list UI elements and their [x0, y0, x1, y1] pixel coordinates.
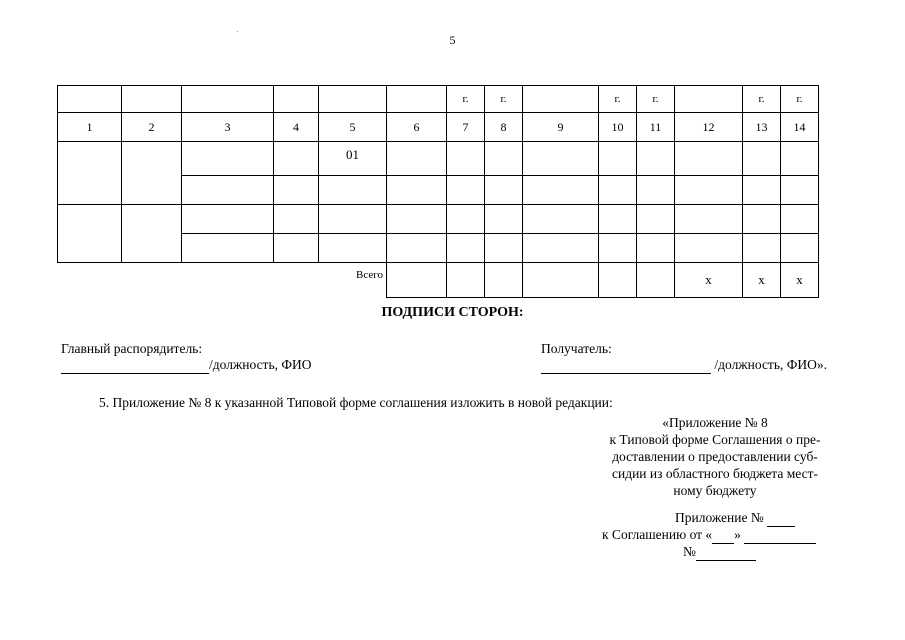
body-cell: [781, 205, 819, 234]
body-cell: [637, 234, 675, 263]
right-signature-line: [541, 357, 827, 374]
header-cell: [274, 86, 319, 113]
annex-line: доставлении о предоставлении суб-: [612, 449, 818, 464]
body-cell: [781, 142, 819, 176]
agreement-from-label: к Соглашению от «: [602, 527, 713, 542]
body-cell: [319, 205, 387, 234]
year-cell: г.: [485, 86, 523, 113]
body-cell: [675, 176, 743, 205]
column-number: 8: [485, 113, 523, 142]
body-cell: [523, 142, 599, 176]
body-cell: [58, 205, 122, 263]
body-cell: [743, 176, 781, 205]
annex-line: ному бюджету: [673, 483, 757, 498]
signatures-title: ПОДПИСИ СТОРОН:: [381, 305, 524, 320]
column-number: 7: [447, 113, 485, 142]
body-cell: [637, 176, 675, 205]
column-number: 14: [781, 113, 819, 142]
header-cell: [523, 86, 599, 113]
body-cell: [743, 142, 781, 176]
appendix-number-line: [675, 510, 795, 527]
column-number: 3: [182, 113, 274, 142]
body-cell: [182, 142, 274, 176]
left-party-label: Главный распорядитель:: [61, 341, 203, 356]
body-cell: [274, 176, 319, 205]
left-signature-line: [61, 357, 312, 374]
body-cell: [485, 176, 523, 205]
right-party-label: Получатель:: [541, 341, 612, 356]
body-cell: [637, 205, 675, 234]
year-cell: г.: [637, 86, 675, 113]
agreement-date-line: [602, 527, 816, 544]
total-cell: [523, 263, 599, 298]
appendix-number-label: Приложение №: [675, 510, 764, 525]
total-label: Всего: [356, 269, 383, 281]
body-cell: [675, 142, 743, 176]
total-x-mark: x: [675, 263, 743, 298]
column-number: 10: [599, 113, 637, 142]
header-cell: [319, 86, 387, 113]
total-cell: [637, 263, 675, 298]
right-role-label: /должность, ФИО».: [714, 357, 828, 372]
year-cell: г.: [599, 86, 637, 113]
body-cell: [523, 234, 599, 263]
total-row: [58, 263, 819, 298]
column-number: 6: [387, 113, 447, 142]
table-row: [58, 142, 819, 176]
column-number-row: [58, 113, 819, 142]
body-cell: [523, 205, 599, 234]
body-cell: [637, 142, 675, 176]
scan-dot: [237, 31, 238, 32]
body-cell: [274, 234, 319, 263]
header-cell: [675, 86, 743, 113]
date-month-blank: [744, 527, 816, 544]
column-number: 12: [675, 113, 743, 142]
body-cell: [485, 234, 523, 263]
total-cell: [447, 263, 485, 298]
number-sign: №: [683, 544, 696, 559]
total-cell: [387, 263, 447, 298]
body-cell: [675, 205, 743, 234]
column-number: 11: [637, 113, 675, 142]
body-cell: [447, 176, 485, 205]
date-day-blank: [712, 527, 734, 544]
header-cell: [58, 86, 122, 113]
annex-header: [580, 414, 850, 499]
annex-line: «Приложение № 8: [662, 415, 768, 430]
year-cell: г.: [447, 86, 485, 113]
column-number: 2: [122, 113, 182, 142]
body-cell: [485, 205, 523, 234]
signature-blank: [541, 357, 711, 374]
left-role-label: /должность, ФИО: [209, 357, 312, 372]
body-cell: [781, 234, 819, 263]
page-number: 5: [449, 33, 456, 47]
total-cell: [485, 263, 523, 298]
total-x-mark: x: [743, 263, 781, 298]
table-header-row: [58, 86, 819, 113]
agreement-number-blank: [696, 544, 756, 561]
paragraph-5: 5. Приложение № 8 к указанной Типовой форме соглашения изложить в новой редакции:: [99, 395, 613, 410]
total-x-mark: x: [781, 263, 819, 298]
column-number: 9: [523, 113, 599, 142]
code-cell: 01: [319, 142, 387, 176]
agreement-number-line: [683, 544, 756, 561]
header-cell: [122, 86, 182, 113]
header-cell: [387, 86, 447, 113]
body-cell: [447, 142, 485, 176]
body-cell: [182, 205, 274, 234]
body-cell: [447, 205, 485, 234]
data-table: [57, 85, 819, 298]
body-cell: [599, 234, 637, 263]
agreement-quote: »: [734, 527, 741, 542]
body-cell: [387, 205, 447, 234]
body-cell: [743, 234, 781, 263]
signature-blank: [61, 357, 209, 374]
body-cell: [599, 176, 637, 205]
body-cell: [274, 205, 319, 234]
body-cell: [122, 205, 182, 263]
body-cell: [58, 142, 122, 205]
column-number: 1: [58, 113, 122, 142]
table-row: [58, 205, 819, 234]
total-cell: [599, 263, 637, 298]
body-cell: [599, 142, 637, 176]
year-cell: г.: [781, 86, 819, 113]
body-cell: [319, 234, 387, 263]
annex-line: к Типовой форме Соглашения о пре-: [609, 432, 821, 447]
column-number: 13: [743, 113, 781, 142]
annex-line: сидии из областного бюджета мест-: [611, 466, 818, 481]
body-cell: [122, 142, 182, 205]
body-cell: [523, 176, 599, 205]
body-cell: [447, 234, 485, 263]
header-cell: [182, 86, 274, 113]
body-cell: [675, 234, 743, 263]
body-cell: [387, 234, 447, 263]
body-cell: [781, 176, 819, 205]
column-number: 5: [319, 113, 387, 142]
body-cell: [599, 205, 637, 234]
column-number: 4: [274, 113, 319, 142]
body-cell: [319, 176, 387, 205]
year-cell: г.: [743, 86, 781, 113]
body-cell: [387, 142, 447, 176]
appendix-number-blank: [767, 510, 795, 527]
body-cell: [182, 176, 274, 205]
body-cell: [182, 234, 274, 263]
body-cell: [387, 176, 447, 205]
body-cell: [743, 205, 781, 234]
body-cell: [274, 142, 319, 176]
body-cell: [485, 142, 523, 176]
